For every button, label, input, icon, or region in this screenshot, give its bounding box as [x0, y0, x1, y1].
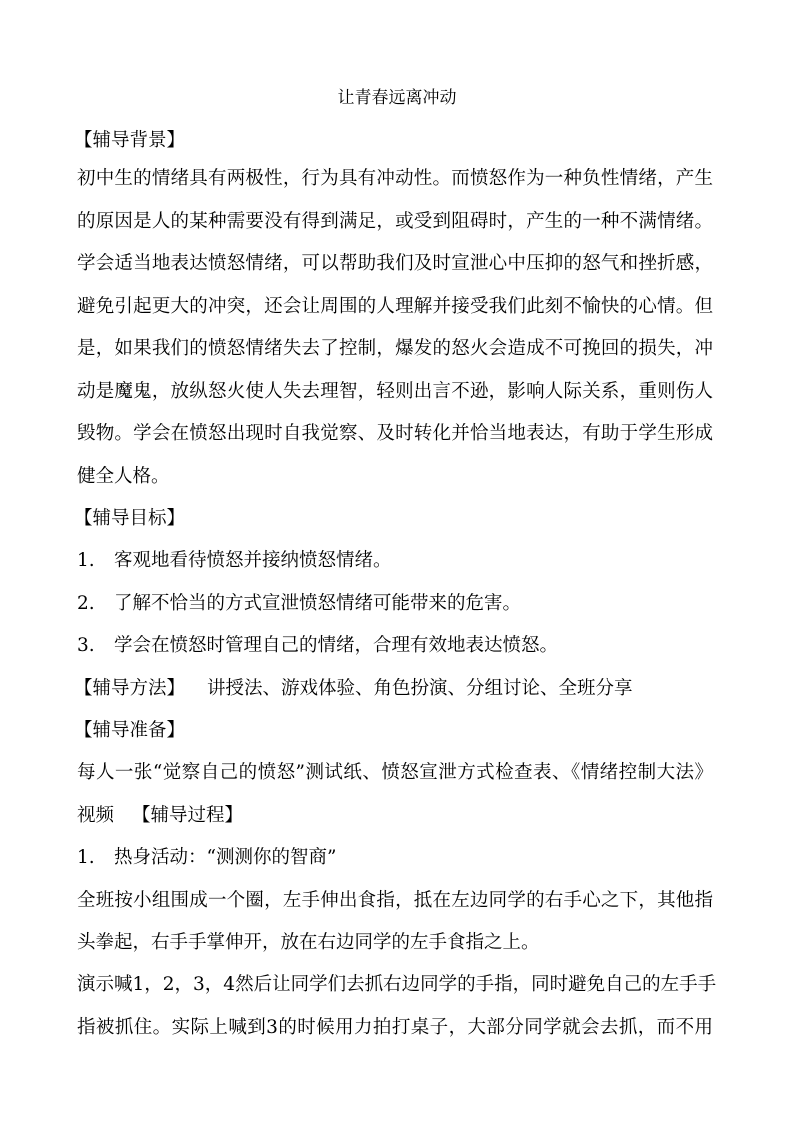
goal-text: 客观地看待愤怒并接纳愤怒情绪。 — [114, 550, 392, 571]
activity-line: 全班按小组围成一个圈，左手伸出食指，抵在左边同学的右手心之下，其他指 — [77, 890, 713, 911]
activity-item — [77, 847, 336, 869]
background-line: 毁物。学会在愤怒出现时自我觉察、及时转化并恰当地表达，有助于学生形成 — [77, 423, 713, 444]
prep-text: 视频 — [77, 805, 115, 826]
methods-text: 讲授法、游戏体验、角色扮演、分组讨论、全班分享 — [207, 678, 633, 699]
goal-number: 2. — [77, 593, 95, 614]
process-heading: 【辅导过程】 — [132, 805, 244, 826]
activity-line: 演示喊1，2，3，4然后让同学们去抓右边同学的手指，同时避免自己的左手手 — [77, 974, 717, 995]
background-line: 避免引起更大的冲突，还会让周围的人理解并接受我们此刻不愉快的心情。但 — [77, 296, 713, 317]
goals-heading: 【辅导目标】 — [74, 508, 186, 529]
background-line: 学会适当地表达愤怒情绪，可以帮助我们及时宣泄心中压抑的怒气和挫折感， — [77, 253, 713, 274]
goal-text: 学会在愤怒时管理自己的情绪，合理有效地表达愤怒。 — [114, 635, 559, 656]
prep-heading: 【辅导准备】 — [74, 720, 186, 741]
background-line: 动是魔鬼，放纵怒火使人失去理智，轻则出言不逊，影响人际关系，重则伤人 — [77, 381, 713, 402]
prep-line: 每人一张“觉察自己的愤怒”测试纸、愤怒宣泄方式检查表、《情绪控制大法》 — [77, 762, 713, 783]
goal-text: 了解不恰当的方式宣泄愤怒情绪可能带来的危害。 — [114, 593, 522, 614]
document-title: 让青春远离冲动 — [337, 88, 457, 108]
goal-number: 1. — [77, 550, 95, 571]
goal-item — [77, 635, 558, 657]
goal-item — [77, 550, 392, 572]
activity-line: 头拳起，右手手掌伸开，放在右边同学的左手食指之上。 — [77, 932, 540, 953]
background-line: 是，如果我们的愤怒情绪失去了控制，爆发的怒火会造成不可挽回的损失，冲 — [77, 338, 713, 359]
background-line: 的原因是人的某种需要没有得到满足，或受到阻碍时，产生的一种不满情绪。 — [77, 211, 713, 232]
background-line: 健全人格。 — [77, 466, 170, 487]
goal-number: 3. — [77, 635, 95, 656]
methods-line — [74, 678, 633, 700]
activity-line: 指被抓住。实际上喊到3的时候用力拍打桌子，大部分同学就会去抓，而不用 — [77, 1017, 713, 1038]
activity-number: 1. — [77, 847, 95, 868]
methods-heading: 【辅导方法】 — [74, 678, 186, 699]
prep-line-2 — [77, 805, 243, 827]
background-line: 初中生的情绪具有两极性，行为具有冲动性。而愤怒作为一种负性情绪，产生 — [77, 168, 713, 189]
background-heading: 【辅导背景】 — [74, 130, 186, 151]
activity-title: 热身活动：“测测你的智商” — [114, 847, 337, 868]
goal-item — [77, 593, 521, 615]
